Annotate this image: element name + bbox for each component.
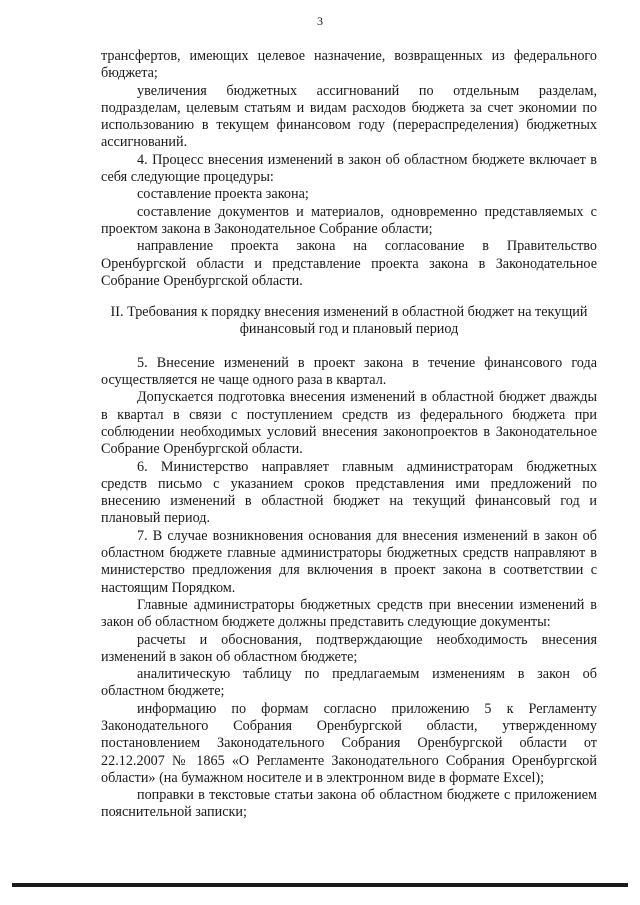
paragraph: составление проекта закона; [137,186,309,203]
paragraph: информацию по формам согласно приложению 5 к Регламенту Законодательного Собрания Оренбургской области, утвержденному постановлением Законодательного Собрания Оренбургской области от 22.12.2007 № 1865 «О Регламенте Законодательного Собрания Оренбургской области» (на бумажном носителе и в электронном виде в формате Excel); [101,700,597,786]
paragraph: направление проекта закона на согласование в Правительство Оренбургской области и представление проекта закона в Законодательное Собрание Оренбургской области. [101,238,597,289]
page-number: 3 [317,14,323,28]
paragraph: аналитическую таблицу по предлагаемым изменениям в закон об областном бюджете; [101,666,597,700]
paragraph: 7. В случае возникновения основания для внесения изменений в закон об областном бюджете главные администраторы бюджетных средств направляют в министерство предложения для включения в проект закона в соответствии с настоящим Порядком. [101,527,597,596]
paragraph: расчеты и обоснования, подтверждающие необходимость внесения изменений в закон об областном бюджете; [101,631,597,665]
paragraph: Главные администраторы бюджетных средств при внесении изменений в закон об областном бюджете должны представить следующие документы: [101,596,597,631]
paragraph: трансфертов, имеющих целевое назначение, возвращенных из федерального бюджета; [101,48,597,82]
paragraph: Допускается подготовка внесения изменений в областной бюджет дважды в квартал в связи с поступлением средств из федерального бюджета при соблюдении необходимых условий внесения законопроектов в Законодательное Собрание Оренбургской области. [101,389,597,458]
paragraph: 6. Министерство направляет главным администраторам бюджетных средств письмо с указанием сроков представления ими предложений по внесению изменений в областной бюджет на текущий финансовый год и плановый период. [101,458,597,527]
section-heading: II. Требования к порядку внесения изменений в областной бюджет на текущий финансовый год и плановый период [110,304,588,338]
paragraph: поправки в текстовые статьи закона об областном бюджете с приложением пояснительной записки; [101,787,597,821]
paragraph: 4. Процесс внесения изменений в закон об областном бюджете включает в себя следующие процедуры: [101,151,597,186]
paragraph: составление документов и материалов, одновременно представляемых с проектом закона в Законодательное Собрание области; [101,203,597,237]
document-body [101,48,597,822]
scan-edge-divider [12,883,628,887]
paragraph: увеличения бюджетных ассигнований по отдельным разделам, подразделам, целевым статьям и видам расходов бюджета за счет экономии по использованию в текущем финансовом году (перераспределения) бюджетных ассигнований. [101,82,597,151]
paragraph: 5. Внесение изменений в проект закона в течение финансового года осуществляется не чаще одного раза в квартал. [101,354,597,389]
